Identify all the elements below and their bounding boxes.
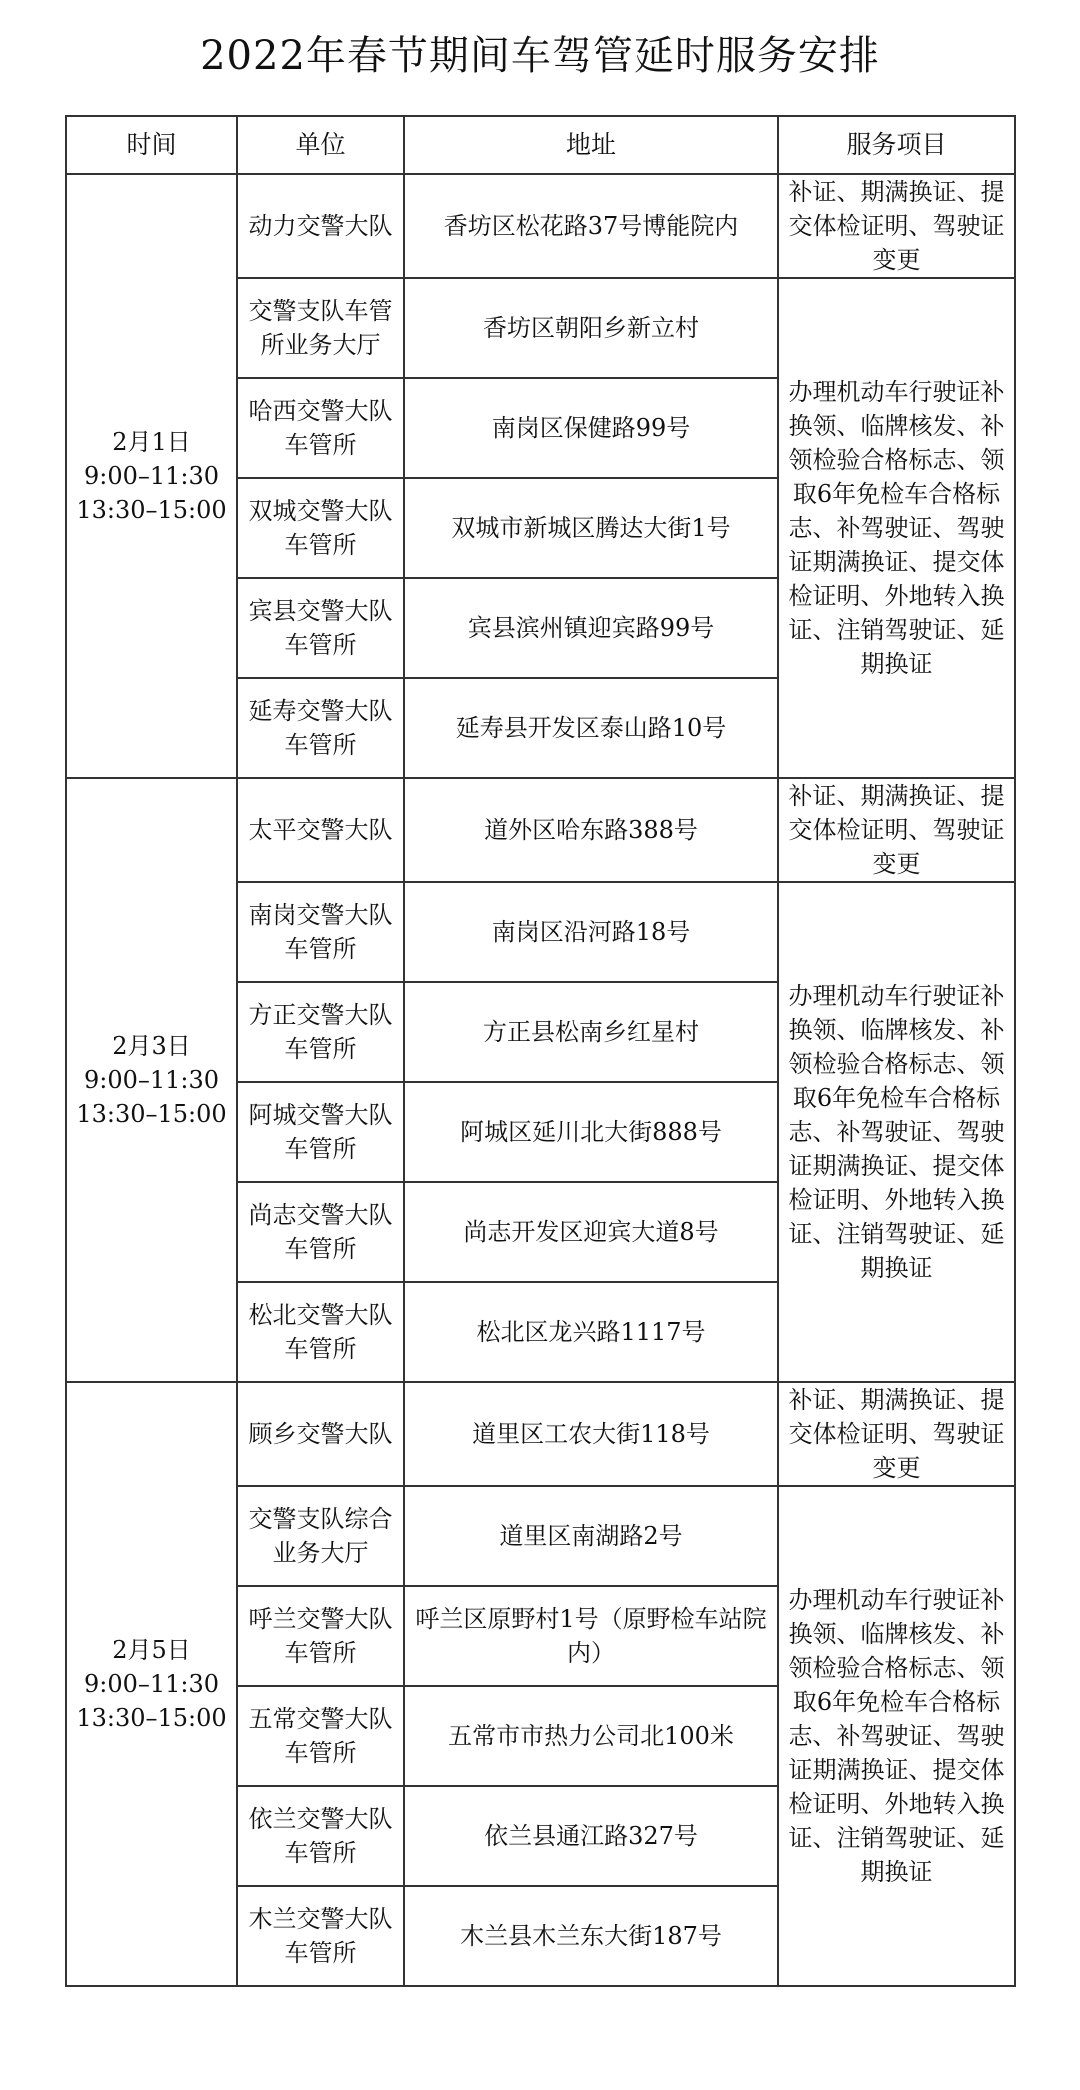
service-cell: 补证、期满换证、提交体检证明、驾驶证变更 (778, 778, 1015, 882)
unit-cell: 交警支队综合业务大厅 (237, 1486, 404, 1586)
unit-cell: 交警支队车管所业务大厅 (237, 278, 404, 378)
unit-cell: 顾乡交警大队 (237, 1382, 404, 1486)
address-cell: 方正县松南乡红星村 (404, 982, 778, 1082)
address-cell: 双城市新城区腾达大街1号 (404, 478, 778, 578)
table-row (66, 1382, 1015, 1486)
time-pm-text: 13:30–15:00 (76, 1704, 227, 1732)
unit-cell: 阿城交警大队车管所 (237, 1082, 404, 1182)
address-cell: 香坊区松花路37号博能院内 (404, 174, 778, 278)
header-address: 地址 (404, 116, 778, 174)
service-cell: 办理机动车行驶证补换领、临牌核发、补领检验合格标志、领取6年免检车合格标志、补驾驶证、驾驶证期满换证、提交体检证明、外地转入换证、注销驾驶证、延期换证 (778, 278, 1015, 778)
address-cell: 尚志开发区迎宾大道8号 (404, 1182, 778, 1282)
unit-cell: 尚志交警大队车管所 (237, 1182, 404, 1282)
unit-cell: 五常交警大队车管所 (237, 1686, 404, 1786)
address-cell: 香坊区朝阳乡新立村 (404, 278, 778, 378)
address-cell: 五常市市热力公司北100米 (404, 1686, 778, 1786)
address-cell: 延寿县开发区泰山路10号 (404, 678, 778, 778)
table-header-row (66, 116, 1015, 174)
address-cell: 依兰县通江路327号 (404, 1786, 778, 1886)
unit-cell: 方正交警大队车管所 (237, 982, 404, 1082)
unit-cell: 延寿交警大队车管所 (237, 678, 404, 778)
address-cell: 南岗区保健路99号 (404, 378, 778, 478)
table-row (66, 174, 1015, 278)
time-pm-text: 13:30–15:00 (76, 496, 227, 524)
unit-cell: 动力交警大队 (237, 174, 404, 278)
address-cell: 道里区南湖路2号 (404, 1486, 778, 1586)
date-text: 2月1日 (112, 428, 191, 456)
address-cell: 道外区哈东路388号 (404, 778, 778, 882)
service-cell: 补证、期满换证、提交体检证明、驾驶证变更 (778, 1382, 1015, 1486)
schedule-table (65, 115, 1016, 1987)
time-am-text: 9:00–11:30 (83, 462, 220, 490)
time-am-text: 9:00–11:30 (83, 1066, 220, 1094)
address-cell: 呼兰区原野村1号（原野检车站院内） (404, 1586, 778, 1686)
page-title: 2022年春节期间车驾管延时服务安排 (200, 33, 880, 79)
unit-cell: 木兰交警大队车管所 (237, 1886, 404, 1986)
unit-cell: 宾县交警大队车管所 (237, 578, 404, 678)
unit-cell: 双城交警大队车管所 (237, 478, 404, 578)
unit-cell: 南岗交警大队车管所 (237, 882, 404, 982)
time-am-text: 9:00–11:30 (83, 1670, 220, 1698)
service-cell: 办理机动车行驶证补换领、临牌核发、补领检验合格标志、领取6年免检车合格标志、补驾驶证、驾驶证期满换证、提交体检证明、外地转入换证、注销驾驶证、延期换证 (778, 1486, 1015, 1986)
time-cell (66, 1382, 237, 1986)
address-cell: 松北区龙兴路1117号 (404, 1282, 778, 1382)
unit-cell: 松北交警大队车管所 (237, 1282, 404, 1382)
unit-cell: 依兰交警大队车管所 (237, 1786, 404, 1886)
unit-cell: 哈西交警大队车管所 (237, 378, 404, 478)
header-time: 时间 (66, 116, 237, 174)
unit-cell: 太平交警大队 (237, 778, 404, 882)
address-cell: 南岗区沿河路18号 (404, 882, 778, 982)
time-cell (66, 778, 237, 1382)
address-cell: 宾县滨州镇迎宾路99号 (404, 578, 778, 678)
address-cell: 道里区工农大街118号 (404, 1382, 778, 1486)
date-text: 2月3日 (112, 1032, 191, 1060)
address-cell: 阿城区延川北大街888号 (404, 1082, 778, 1182)
time-pm-text: 13:30–15:00 (76, 1100, 227, 1128)
service-cell: 补证、期满换证、提交体检证明、驾驶证变更 (778, 174, 1015, 278)
header-unit: 单位 (237, 116, 404, 174)
time-cell (66, 174, 237, 778)
table-row (66, 778, 1015, 882)
unit-cell: 呼兰交警大队车管所 (237, 1586, 404, 1686)
header-service: 服务项目 (778, 116, 1015, 174)
service-cell: 办理机动车行驶证补换领、临牌核发、补领检验合格标志、领取6年免检车合格标志、补驾驶证、驾驶证期满换证、提交体检证明、外地转入换证、注销驾驶证、延期换证 (778, 882, 1015, 1382)
date-text: 2月5日 (112, 1636, 191, 1664)
address-cell: 木兰县木兰东大街187号 (404, 1886, 778, 1986)
